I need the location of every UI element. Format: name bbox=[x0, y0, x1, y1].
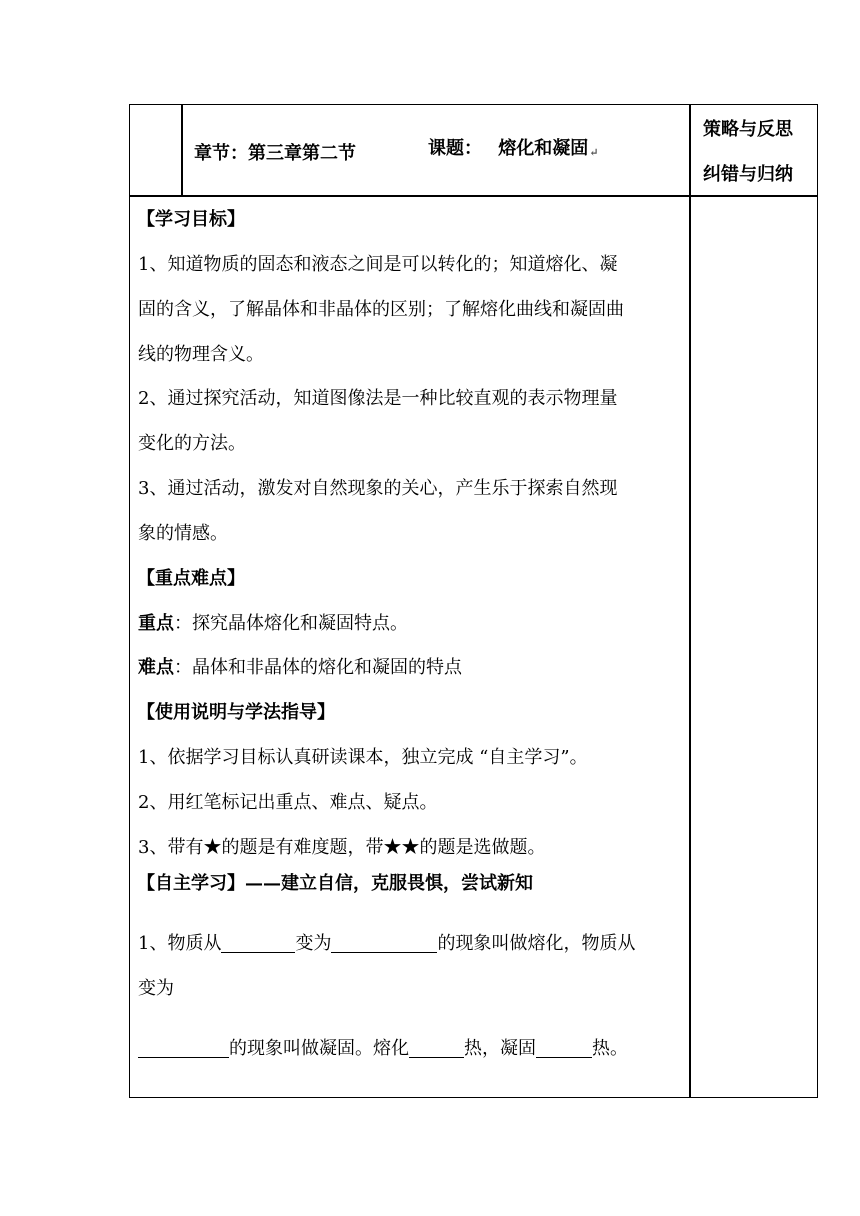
goal-2-line-2: 变化的方法。 bbox=[138, 433, 246, 454]
side-column-title-2: 纠错与归纳 bbox=[703, 164, 793, 185]
exercise-1-text-a: 1、物质从 bbox=[138, 933, 222, 954]
exercise-1-text-f: 热。 bbox=[592, 1038, 628, 1059]
table-divider-right bbox=[689, 104, 691, 1098]
key-point-label: 重点 bbox=[138, 613, 174, 634]
goal-1-line-3: 线的物理含义。 bbox=[138, 344, 264, 365]
difficult-point-line bbox=[138, 656, 462, 680]
goal-1-line-1: 1、知道物质的固态和液态之间是可以转化的；知道熔化、凝 bbox=[138, 254, 618, 275]
table-divider-left bbox=[181, 104, 183, 196]
goal-1-line-2: 固的含义，了解晶体和非晶体的区别；了解熔化曲线和凝固曲 bbox=[138, 299, 624, 320]
blank-liquid-state[interactable] bbox=[331, 932, 437, 953]
blank-melting-heat[interactable] bbox=[409, 1037, 464, 1058]
usage-item-3: 3、带有★的题是有难度题，带★★的题是选做题。 bbox=[138, 837, 546, 858]
return-mark: ↵ bbox=[589, 146, 599, 159]
table-header-divider bbox=[129, 195, 818, 197]
blank-solidifying-heat[interactable] bbox=[536, 1037, 592, 1058]
exercise-1-text-d: 的现象叫做凝固。熔化 bbox=[229, 1038, 409, 1059]
difficult-point-text: ：晶体和非晶体的熔化和凝固的特点 bbox=[174, 657, 462, 678]
chapter-label: 章节： bbox=[194, 143, 248, 164]
goals-heading: 【学习目标】 bbox=[137, 209, 245, 230]
topic-header bbox=[428, 137, 599, 165]
key-points-heading: 【重点难点】 bbox=[137, 568, 245, 589]
usage-item-1: 1、依据学习目标认真研读课本，独立完成 “自主学习”。 bbox=[138, 747, 588, 768]
chapter-header bbox=[194, 142, 356, 166]
difficult-point-label: 难点 bbox=[138, 657, 174, 678]
topic-label: 课题： bbox=[428, 138, 482, 159]
exercise-1-text-b: 变为 bbox=[295, 933, 332, 954]
exercise-1-line-1 bbox=[138, 932, 635, 956]
blank-solid-state-2[interactable] bbox=[138, 1037, 229, 1058]
goal-3-line-1: 3、通过活动，激发对自然现象的关心，产生乐于探索自然现 bbox=[138, 478, 618, 499]
key-point-text: ：探究晶体熔化和凝固特点。 bbox=[174, 613, 408, 634]
key-point-line bbox=[138, 612, 408, 636]
exercise-1-text-e: 热，凝固 bbox=[464, 1038, 536, 1059]
usage-item-2: 2、用红笔标记出重点、难点、疑点。 bbox=[138, 792, 438, 813]
topic-value: 熔化和凝固 bbox=[498, 138, 589, 159]
goal-3-line-2: 象的情感。 bbox=[138, 523, 228, 544]
blank-solid-state[interactable] bbox=[221, 932, 295, 953]
goal-2-line-1: 2、通过探究活动，知道图像法是一种比较直观的表示物理量 bbox=[138, 388, 618, 409]
chapter-value: 第三章第二节 bbox=[248, 143, 356, 164]
usage-heading: 【使用说明与学法指导】 bbox=[137, 702, 335, 723]
self-study-heading: 【自主学习】——建立自信，克服畏惧，尝试新知 bbox=[137, 873, 533, 894]
exercise-1-line-3 bbox=[138, 1037, 628, 1061]
side-column-title-1: 策略与反思 bbox=[703, 119, 793, 140]
exercise-1-line-2: 变为 bbox=[138, 978, 174, 999]
exercise-1-text-c: 的现象叫做熔化，物质从 bbox=[437, 933, 636, 954]
